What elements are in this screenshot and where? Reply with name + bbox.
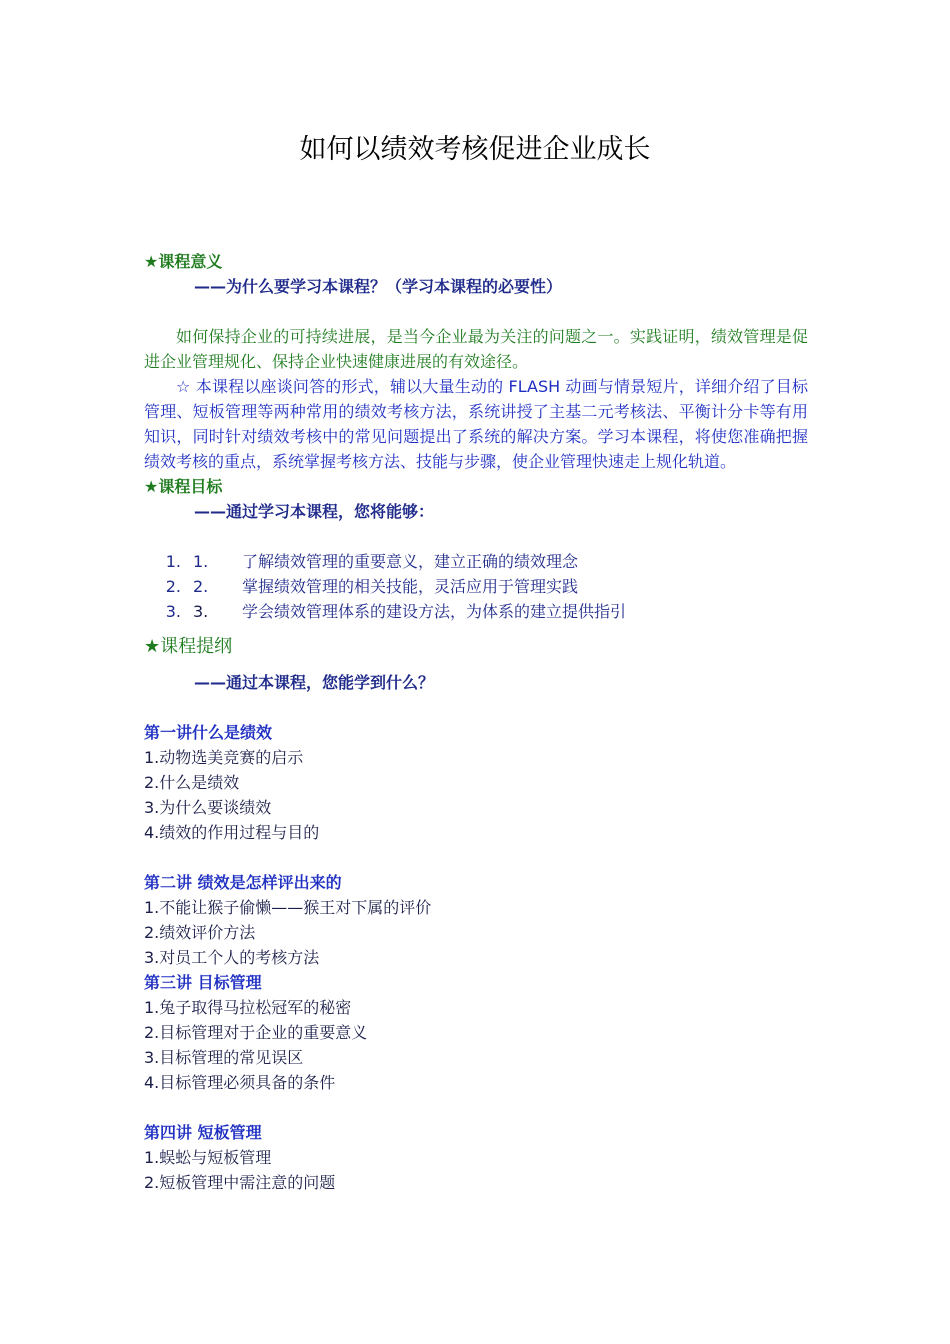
spacer: [144, 1095, 808, 1120]
lecture-item: 3.对员工个人的考核方法: [144, 948, 320, 967]
section-heading-goals: ★课程目标: [144, 477, 223, 496]
list-number-inner: 1.: [193, 552, 209, 571]
lecture-item: 2.目标管理对于企业的重要意义: [144, 1023, 368, 1042]
spacer: [144, 524, 808, 549]
lecture-title: 第四讲 短板管理: [144, 1123, 262, 1142]
page-title: 如何以绩效考核促进企业成长: [299, 134, 651, 165]
list-number-outer: 3.: [165, 602, 181, 621]
section-heading-meaning: ★课程意义: [144, 252, 223, 271]
lecture-title: 第二讲 绩效是怎样评出来的: [144, 873, 342, 892]
lecture-item: 4.目标管理必须具备的条件: [144, 1073, 336, 1092]
goal-list-item: [144, 549, 808, 574]
lecture-item: 2.绩效评价方法: [144, 923, 256, 942]
goal-text: 掌握绩效管理的相关技能，灵活应用于管理实践: [242, 577, 579, 596]
section-subheading-goals: ——通过学习本课程，您将能够：: [194, 502, 435, 521]
lecture-item: 3.目标管理的常见误区: [144, 1048, 304, 1067]
spacer: [144, 695, 808, 720]
list-number-inner: 2.: [193, 577, 209, 596]
lecture-item: 3.为什么要谈绩效: [144, 798, 272, 817]
lecture-item: 1.动物选美竞赛的启示: [144, 748, 304, 767]
lecture-item: 1.不能让猴子偷懒——猴王对下属的评价: [144, 898, 432, 917]
goal-text: 了解绩效管理的重要意义，建立正确的绩效理念: [242, 552, 579, 571]
spacer: [144, 845, 808, 870]
lecture-item: 1.蜈蚣与短板管理: [144, 1148, 272, 1167]
paragraph-intro: 如何保持企业的可持续进展，是当今企业最为关注的问题之一。实践证明，绩效管理是促进企业管理规化、保持企业快速健康进展的有效途径。: [144, 327, 808, 371]
section-subheading-meaning: ——为什么要学习本课程？（学习本课程的必要性）: [194, 277, 563, 296]
section-heading-outline: ★课程提纲: [144, 636, 233, 657]
lecture-item: 4.绩效的作用过程与目的: [144, 823, 320, 842]
lecture-item: 1.兔子取得马拉松冠军的秘密: [144, 998, 352, 1017]
list-number-outer: 1.: [165, 552, 181, 571]
lecture-title: 第一讲什么是绩效: [144, 723, 273, 742]
lecture-item: 2.什么是绩效: [144, 773, 240, 792]
spacer: [144, 299, 808, 324]
goal-list-item: [144, 599, 808, 624]
goal-list-item: [144, 574, 808, 599]
goal-text: 学会绩效管理体系的建设方法，为体系的建立提供指引: [242, 602, 627, 621]
list-number-inner: 3.: [193, 602, 209, 621]
list-number-outer: 2.: [165, 577, 181, 596]
section-subheading-outline: ——通过本课程，您能学到什么？: [194, 673, 435, 692]
lecture-item: 2.短板管理中需注意的问题: [144, 1173, 336, 1192]
document-body: [144, 249, 808, 1195]
lecture-title: 第三讲 目标管理: [144, 973, 262, 992]
paragraph-course-description: ☆ 本课程以座谈问答的形式，辅以大量生动的 FLASH 动画与情景短片，详细介绍了目标管理、短板管理等两种常用的绩效考核方法，系统讲授了主基二元考核法、平衡计分卡等有用知识，同时针对绩效考核中的常见问题提出了系统的解决方案。学习本课程，将使您准确把握绩效考核的重点，系统掌握考核方法、技能与步骤，使企业管理快速走上规化轨道。: [144, 377, 808, 471]
